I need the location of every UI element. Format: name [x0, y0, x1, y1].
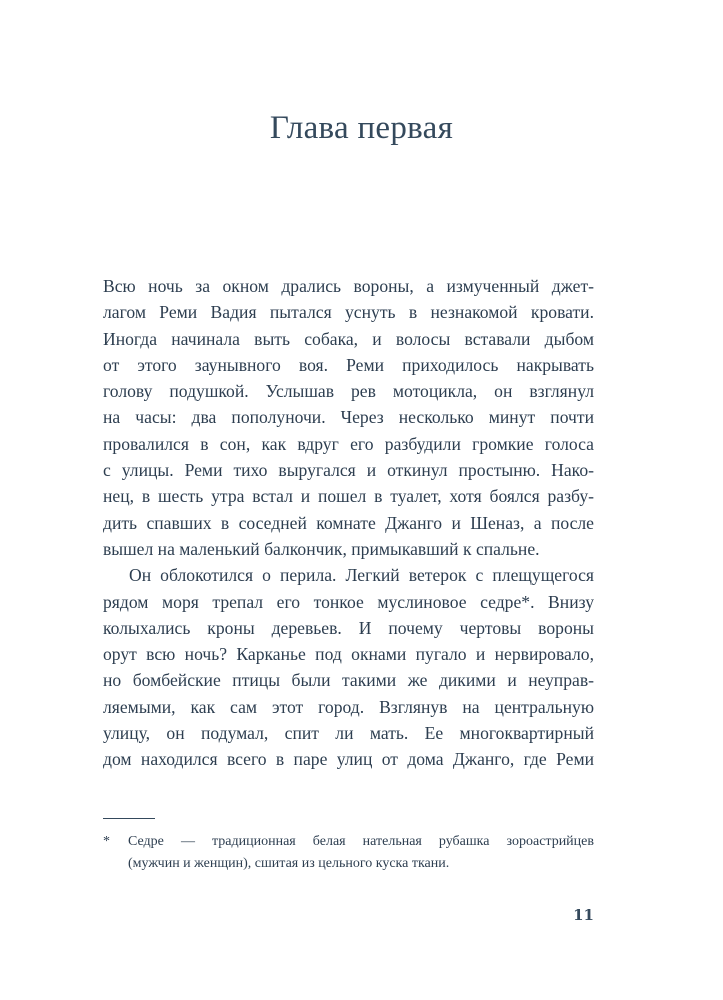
footnote-line: Седре — традиционная белая нательная рубашка зороастрийцев: [128, 834, 594, 849]
body-line: с улицы. Реми тихо выругался и откинул простыню. Нако-: [103, 460, 594, 481]
body-line: ляемыми, как сам этот город. Взглянув на центральную: [103, 696, 594, 717]
chapter-title: Глава первая: [269, 110, 454, 147]
body-line: провалился в сон, как вдруг его разбудили громкие голоса: [103, 433, 594, 454]
body-line: Он облокотился о перила. Легкий ветерок с плещущегося: [129, 565, 594, 586]
body-line: лагом Реми Вадия пытался уснуть в незнакомой кровати.: [103, 302, 594, 323]
body-line: дить спавших в соседней комнате Джанго и Шеназ, а после: [103, 512, 594, 533]
body-line: орут всю ночь? Карканье под окнами пугало и нервировало,: [103, 644, 594, 665]
body-line: но бомбейские птицы были такими же дикими и неуправ-: [103, 670, 594, 691]
body-line: рядом моря трепал его тонкое муслиновое седре*. Внизу: [103, 591, 594, 612]
footnote-marker: *: [103, 834, 110, 849]
body-line: Иногда начинала выть собака, и волосы вставали дыбом: [103, 328, 594, 349]
footnote-divider: [103, 818, 155, 819]
body-line: улицу, он подумал, спит ли мать. Ее многоквартирный: [103, 723, 594, 744]
body-line: дом находился всего в паре улиц от дома Джанго, где Реми: [103, 749, 594, 770]
body-line: Всю ночь за окном дрались вороны, а измученный джет-: [103, 276, 594, 296]
footnote-line: (мужчин и женщин), сшитая из цельного куска ткани.: [128, 856, 450, 871]
body-line: вышел на маленький балкончик, примыкавший к спальне.: [103, 538, 540, 559]
body-line: на часы: два пополуночи. Через несколько минут почти: [103, 407, 594, 428]
body-text: [103, 273, 594, 773]
body-line: от этого заунывного воя. Реми приходилось накрывать: [103, 354, 594, 375]
body-line: голову подушкой. Услышав рев мотоцикла, он взглянул: [103, 381, 594, 402]
footnote: [103, 831, 594, 875]
body-line: колыхались кроны деревьев. И почему чертовы вороны: [103, 617, 594, 638]
body-line: нец, в шесть утра встал и пошел в туалет, хотя боялся разбу-: [103, 486, 594, 507]
page-number: 11: [573, 906, 594, 924]
footnote-text: [128, 831, 594, 875]
